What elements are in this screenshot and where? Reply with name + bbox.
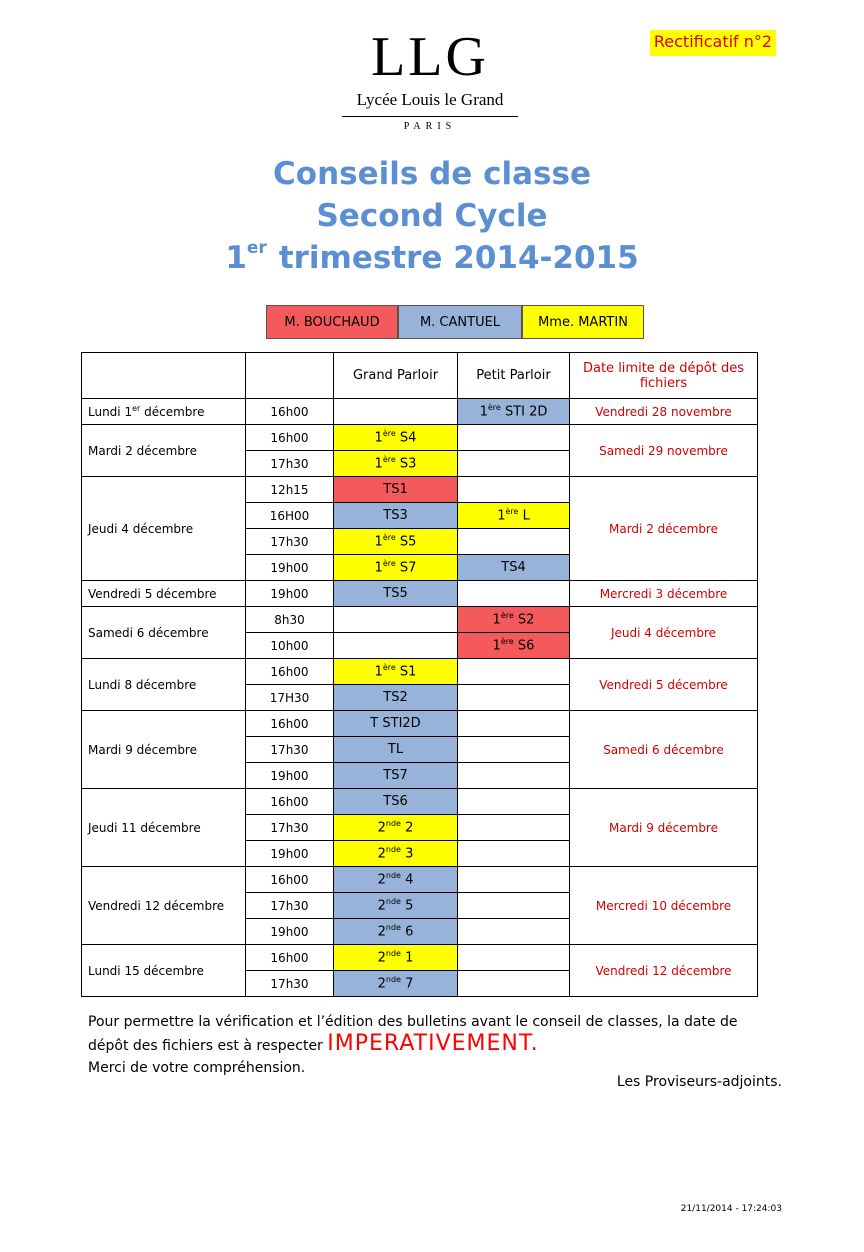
deadline-cell: Mercredi 10 décembre [570,867,758,945]
class-name: 2 [377,846,386,862]
class-ordinal-suffix: ère [382,533,396,543]
day-cell [82,607,246,659]
day-label: Mardi 9 décembre [88,742,197,757]
class-name-rest: S1 [395,664,417,680]
class-name: TS7 [383,768,408,783]
time-cell: 19h00 [246,763,334,789]
grand-parloir-cell [334,633,458,659]
grand-parloir-cell [334,841,458,867]
petit-parloir-cell [458,503,570,529]
class-name: 1 [492,638,501,654]
legend-martin: Mme. MARTIN [522,305,644,339]
deadline-cell: Vendredi 12 décembre [570,945,758,997]
deadline-cell: Samedi 29 novembre [570,425,758,477]
time-cell: 16h00 [246,945,334,971]
class-name-rest: S7 [395,560,417,576]
deadline-cell: Mercredi 3 décembre [570,581,758,607]
note-text: Pour permettre la vérification et l’édition des bulletins avant le conseil de classes, la date de dépôt des fichiers est à respecter [88,1014,738,1054]
class-ordinal-suffix: nde [385,819,401,829]
class-name-rest: STI 2D [500,404,548,420]
day-cell [82,789,246,867]
class-name: TS6 [383,794,408,809]
class-ordinal-suffix: nde [385,871,401,881]
class-name: TL [387,742,404,757]
table-row [82,477,758,503]
class-name-rest: 1 [400,950,414,966]
table-row [82,659,758,685]
petit-parloir-cell [458,607,570,633]
note-period: . [530,1031,539,1056]
class-name-rest: S5 [395,534,417,550]
time-cell: 17h30 [246,529,334,555]
time-cell: 16h00 [246,425,334,451]
petit-parloir-cell [458,737,570,763]
petit-parloir-cell [458,581,570,607]
class-name: TS4 [501,560,526,575]
petit-parloir-cell [458,685,570,711]
grand-parloir-cell [334,685,458,711]
table-row [82,399,758,425]
table-header-row [82,353,758,399]
grand-parloir-cell [334,451,458,477]
petit-parloir-cell [458,451,570,477]
table-row [82,581,758,607]
day-cell [82,581,246,607]
class-name-rest: L [518,508,530,524]
logo-divider [342,116,518,117]
day-label: Jeudi 11 décembre [88,820,201,835]
petit-parloir-cell [458,477,570,503]
class-ordinal-suffix: ère [382,455,396,465]
grand-parloir-cell [334,919,458,945]
class-ordinal-suffix: ère [382,559,396,569]
petit-parloir-cell [458,711,570,737]
class-name: TS2 [383,690,408,705]
grand-parloir-cell [334,659,458,685]
grand-parloir-cell [334,945,458,971]
time-cell: 17h30 [246,893,334,919]
day-label: Samedi 6 décembre [88,625,209,640]
petit-parloir-cell [458,841,570,867]
day-cell [82,867,246,945]
grand-parloir-cell [334,399,458,425]
class-ordinal-suffix: nde [385,949,401,959]
class-ordinal-suffix: ère [487,403,501,413]
table-row [82,867,758,893]
schedule-table [81,352,758,997]
class-name-rest: 4 [400,872,414,888]
grand-parloir-cell [334,763,458,789]
time-cell: 19h00 [246,555,334,581]
class-ordinal-suffix: ère [382,429,396,439]
day-label-rest: décembre [140,405,205,419]
time-cell: 16H00 [246,503,334,529]
day-label: Vendredi 12 décembre [88,898,225,913]
grand-parloir-cell [334,503,458,529]
deadline-cell: Samedi 6 décembre [570,711,758,789]
grand-parloir-cell [334,581,458,607]
class-name: 1 [374,430,383,446]
class-name-rest: 2 [400,820,414,836]
grand-parloir-cell [334,607,458,633]
time-cell: 16h00 [246,399,334,425]
grand-parloir-cell [334,711,458,737]
time-cell: 19h00 [246,841,334,867]
header-grand-parloir: Grand Parloir [334,353,458,399]
table-row [82,945,758,971]
grand-parloir-cell [334,529,458,555]
grand-parloir-cell [334,815,458,841]
header-deadline: Date limite de dépôt des fichiers [570,353,758,399]
instruction-note [88,1011,778,1079]
day-cell [82,399,246,425]
day-label: Lundi 15 décembre [88,963,204,978]
time-cell: 16h00 [246,789,334,815]
table-row [82,711,758,737]
class-name: T STI2D [370,716,421,731]
class-name: 2 [377,950,386,966]
time-cell: 19h00 [246,919,334,945]
class-name-rest: 5 [400,898,414,914]
school-logo [330,28,530,132]
title-line-3 [0,237,864,276]
class-name-rest: S4 [395,430,417,446]
deadline-cell: Mardi 9 décembre [570,789,758,867]
time-cell: 12h15 [246,477,334,503]
header-petit-parloir: Petit Parloir [458,353,570,399]
day-ordinal-suffix: er [132,404,141,413]
class-name: 2 [377,898,386,914]
petit-parloir-cell [458,945,570,971]
petit-parloir-cell [458,529,570,555]
time-cell: 8h30 [246,607,334,633]
class-ordinal-suffix: ère [500,637,514,647]
title-ordinal-suffix: er [246,237,267,258]
table-row [82,789,758,815]
grand-parloir-cell [334,789,458,815]
class-name-rest: 3 [400,846,414,862]
day-label: Vendredi 5 décembre [88,586,217,601]
class-ordinal-suffix: ère [500,611,514,621]
table-row [82,607,758,633]
print-timestamp: 21/11/2014 - 17:24:03 [680,1204,782,1214]
petit-parloir-cell [458,789,570,815]
day-label: Jeudi 4 décembre [88,521,194,536]
class-ordinal-suffix: ère [382,663,396,673]
class-name-rest: S6 [513,638,535,654]
class-name: 2 [377,924,386,940]
class-name: 2 [377,976,386,992]
day-label: Lundi 1 [88,405,133,419]
deadline-cell: Vendredi 28 novembre [570,399,758,425]
table-row [82,425,758,451]
class-name-rest: 6 [400,924,414,940]
class-name: 1 [479,404,488,420]
petit-parloir-cell [458,425,570,451]
petit-parloir-cell [458,971,570,997]
class-name: 1 [374,664,383,680]
title-line-2: Second Cycle [316,198,548,234]
day-label: Lundi 8 décembre [88,677,197,692]
class-ordinal-suffix: nde [385,923,401,933]
note-thanks: Merci de votre compréhension. [88,1060,306,1076]
petit-parloir-cell [458,893,570,919]
signature: Les Proviseurs-adjoints. [616,1074,782,1090]
grand-parloir-cell [334,425,458,451]
day-label: Mardi 2 décembre [88,443,197,458]
grand-parloir-cell [334,971,458,997]
day-cell [82,477,246,581]
class-ordinal-suffix: nde [385,845,401,855]
petit-parloir-cell [458,763,570,789]
petit-parloir-cell [458,659,570,685]
time-cell: 19h00 [246,581,334,607]
legend-cantuel: M. CANTUEL [398,305,522,339]
class-name: TS3 [383,508,408,523]
petit-parloir-cell [458,815,570,841]
petit-parloir-cell [458,919,570,945]
logo-mark: LLG [371,26,489,88]
class-name: 1 [374,456,383,472]
time-cell: 16h00 [246,867,334,893]
class-ordinal-suffix: ère [505,507,519,517]
legend-bouchaud: M. BOUCHAUD [266,305,398,339]
time-cell: 17h30 [246,737,334,763]
class-name: 1 [492,612,501,628]
school-city: PARIS [403,121,457,132]
grand-parloir-cell [334,893,458,919]
time-cell: 17h30 [246,971,334,997]
class-name: 1 [497,508,506,524]
class-name: 2 [377,872,386,888]
day-cell [82,425,246,477]
class-ordinal-suffix: nde [385,975,401,985]
class-name-rest: S3 [395,456,417,472]
title-term: trimestre 2014-2015 [278,240,639,276]
time-cell: 17h30 [246,815,334,841]
time-cell: 10h00 [246,633,334,659]
time-cell: 17H30 [246,685,334,711]
time-cell: 16h00 [246,711,334,737]
petit-parloir-cell [458,633,570,659]
class-name-rest: S2 [513,612,535,628]
petit-parloir-cell [458,555,570,581]
header-time [246,353,334,399]
class-name: TS5 [383,586,408,601]
class-name: 2 [377,820,386,836]
class-name: 1 [374,560,383,576]
title-line-1: Conseils de classe [273,156,591,192]
day-cell [82,659,246,711]
day-cell [82,711,246,789]
title-ordinal: 1 [225,240,247,276]
deadline-cell: Mardi 2 décembre [570,477,758,581]
class-ordinal-suffix: nde [385,897,401,907]
note-emphasis: IMPERATIVEMENT [327,1031,531,1056]
day-cell [82,945,246,997]
class-name: TS1 [383,482,408,497]
deadline-cell: Vendredi 5 décembre [570,659,758,711]
deadline-cell: Jeudi 4 décembre [570,607,758,659]
grand-parloir-cell [334,555,458,581]
header-day [82,353,246,399]
correction-badge: Rectificatif n°2 [650,30,776,56]
grand-parloir-cell [334,477,458,503]
class-name-rest: 7 [400,976,414,992]
time-cell: 16h00 [246,659,334,685]
petit-parloir-cell [458,867,570,893]
time-cell: 17h30 [246,451,334,477]
school-name: Lycée Louis le Grand [356,90,504,109]
petit-parloir-cell [458,399,570,425]
class-name: 1 [374,534,383,550]
grand-parloir-cell [334,867,458,893]
grand-parloir-cell [334,737,458,763]
